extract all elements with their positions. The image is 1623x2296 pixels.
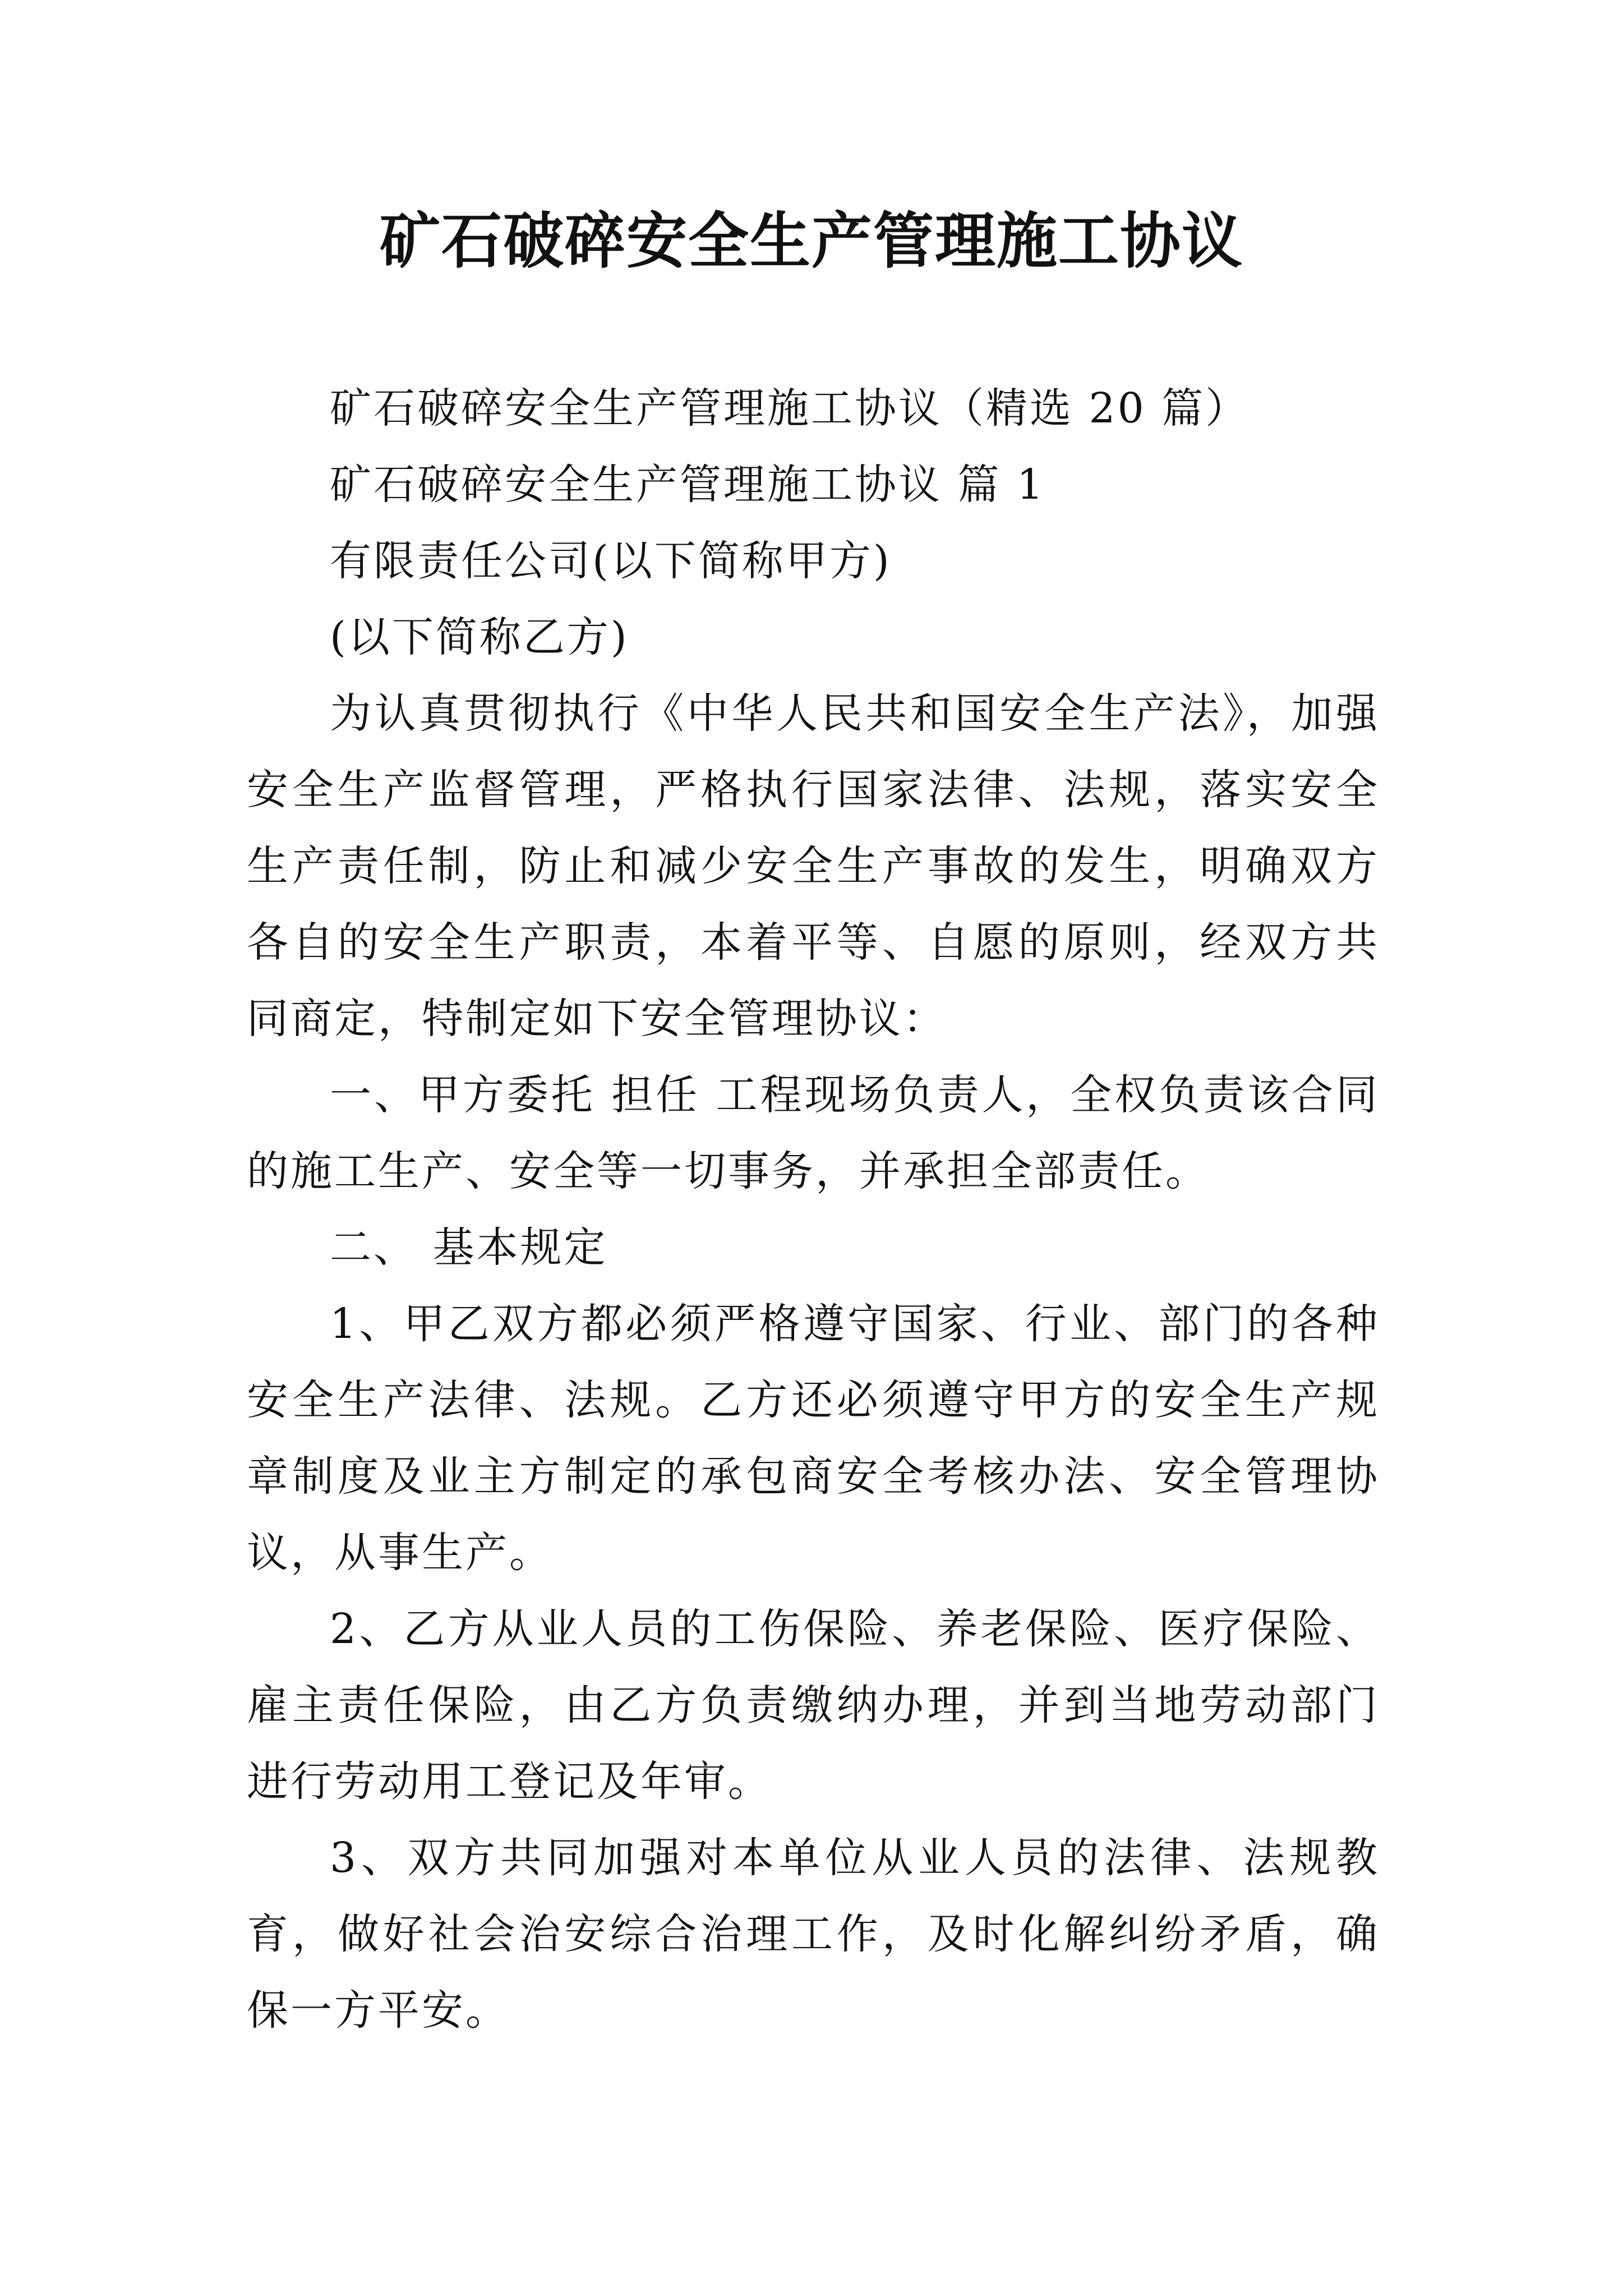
document-body [247, 370, 1380, 2049]
paragraph-item-2: 2、乙方从业人员的工伤保险、养老保险、医疗保险、雇主责任保险，由乙方负责缴纳办理，并到当地劳动部门进行劳动用工登记及年审。 [247, 1605, 1380, 1806]
paragraph-subtitle: 矿石破碎安全生产管理施工协议（精选 20 篇） [330, 384, 1249, 432]
paragraph-party-b: (以下简称乙方) [330, 613, 629, 661]
paragraph-section-heading: 矿石破碎安全生产管理施工协议 篇 1 [330, 461, 1046, 509]
paragraph-preamble: 为认真贯彻执行《中华人民共和国安全生产法》，加强安全生产监督管理，严格执行国家法律、法规，落实安全生产责任制，防止和减少安全生产事故的发生，明确双方各自的安全生产职责，本着平等、自愿的原则，经双方共同商定，特制定如下安全管理协议： [247, 689, 1380, 1043]
paragraph-party-a: 有限责任公司(以下简称甲方) [330, 537, 892, 585]
paragraph-item-3: 3、双方共同加强对本单位从业人员的法律、法规教育，做好社会治安综合治理工作，及时化解纠纷矛盾，确保一方平安。 [247, 1834, 1380, 2035]
paragraph-item-1: 1、甲乙双方都必须严格遵守国家、行业、部门的各种安全生产法律、法规。乙方还必须遵守甲方的安全生产规章制度及业主方制定的承包商安全考核办法、安全管理协议，从事生产。 [247, 1300, 1380, 1577]
paragraph-clause-1: 一、甲方委托 担任 工程现场负责人，全权负责该合同的施工生产、安全等一切事务，并承担全部责任。 [247, 1071, 1380, 1195]
paragraph-clause-2-heading: 二、 基本规定 [330, 1223, 608, 1272]
document-title: 矿石破碎安全生产管理施工协议 [379, 206, 1243, 277]
